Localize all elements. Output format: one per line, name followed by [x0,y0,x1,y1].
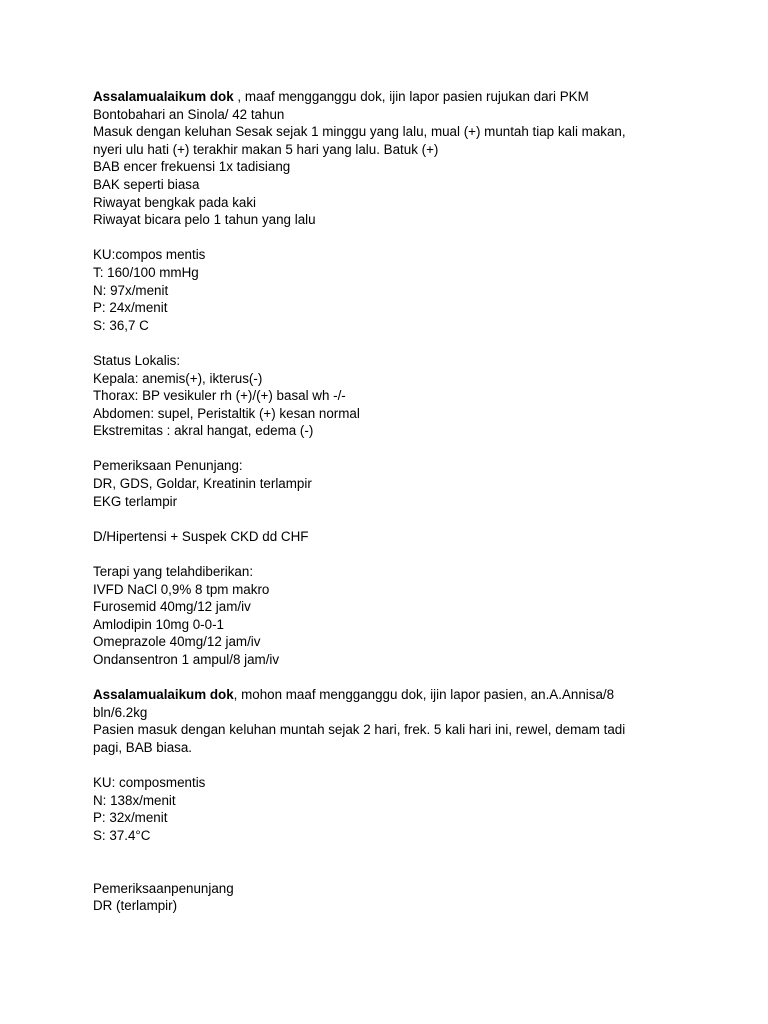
report1-identity: Bontobahari an Sinola/ 42 tahun [93,106,285,122]
report1-status-thorax: Thorax: BP vesikuler rh (+)/(+) basal wh -/- [93,388,346,404]
spacer [93,669,693,687]
report2-greeting-bold: Assalamualaikum dok [93,687,234,703]
report2-greeting-cont: bln/6.2kg [93,704,148,720]
report1-bak: BAK seperti biasa [93,176,200,192]
report1-therapy-heading: Terapi yang telahdiberikan: [93,564,254,580]
report2-complaint-1: Pasien masuk dengan keluhan muntah sejak 2 hari, frek. 5 kali hari ini, rewel, demam tadi [93,722,626,738]
report1-bab: BAB encer frekuensi 1x tadisiang [93,159,291,175]
report2-vital-n: N: 138x/menit [93,792,176,808]
spacer [93,757,693,775]
spacer [93,440,693,458]
report1-complaint-2: nyeri ulu hati (+) terakhir makan 5 hari yang lalu. Batuk (+) [93,141,439,157]
report2-vital-s: S: 37.4°C [93,827,151,843]
spacer [93,229,693,247]
report1-therapy-item: IVFD NaCl 0,9% 8 tpm makro [93,581,270,597]
spacer [93,334,693,352]
report1-vital-p: P: 24x/menit [93,300,168,316]
spacer [93,845,693,880]
spacer [93,510,693,528]
report1-vital-t: T: 160/100 mmHg [93,264,199,280]
report2-greeting [93,686,693,704]
report1-history-1: Riwayat bengkak pada kaki [93,194,257,210]
report1-penunjang-heading: Pemeriksaan Penunjang: [93,458,243,474]
report2-penunjang-heading: Pemeriksaanpenunjang [93,880,234,896]
report1-therapy-item: Furosemid 40mg/12 jam/iv [93,599,251,615]
report1-therapy-item: Amlodipin 10mg 0-0-1 [93,616,224,632]
spacer [93,545,693,563]
report1-history-2: Riwayat bicara pelo 1 tahun yang lalu [93,212,316,228]
report1-greeting-rest: , maaf mengganggu dok, ijin lapor pasien rujukan dari PKM [233,89,589,104]
report1-complaint-1: Masuk dengan keluhan Sesak sejak 1 minggu yang lalu, mual (+) muntah tiap kali makan, [93,124,626,140]
report1-therapy-item: Omeprazole 40mg/12 jam/iv [93,634,261,650]
report1-status-kepala: Kepala: anemis(+), ikterus(-) [93,370,263,386]
report2-vital-ku: KU: composmentis [93,775,206,791]
report1-therapy-item: Ondansentron 1 ampul/8 jam/iv [93,652,280,667]
report1-greeting-bold: Assalamualaikum dok [93,89,234,104]
report1-diagnosis: D/Hipertensi + Suspek CKD dd CHF [93,528,309,544]
report1-penunjang-ekg: EKG terlampir [93,493,178,509]
document-page [93,88,693,915]
report1-vital-s: S: 36,7 C [93,317,149,333]
report1-status-abdomen: Abdomen: supel, Peristaltik (+) kesan normal [93,405,360,421]
report1-vital-n: N: 97x/menit [93,282,169,298]
report1-status-ekstremitas: Ekstremitas : akral hangat, edema (-) [93,423,314,439]
report2-vital-p: P: 32x/menit [93,810,168,826]
report2-greeting-rest: , mohon maaf mengganggu dok, ijin lapor pasien, an.A.Annisa/8 [233,687,615,703]
report1-greeting [93,88,693,106]
report1-vital-ku: KU:compos mentis [93,247,206,263]
report2-penunjang-dr: DR (terlampir) [93,898,178,914]
report1-status-heading: Status Lokalis: [93,352,181,368]
report2-complaint-2: pagi, BAB biasa. [93,739,193,755]
report1-penunjang-lab: DR, GDS, Goldar, Kreatinin terlampir [93,476,312,492]
